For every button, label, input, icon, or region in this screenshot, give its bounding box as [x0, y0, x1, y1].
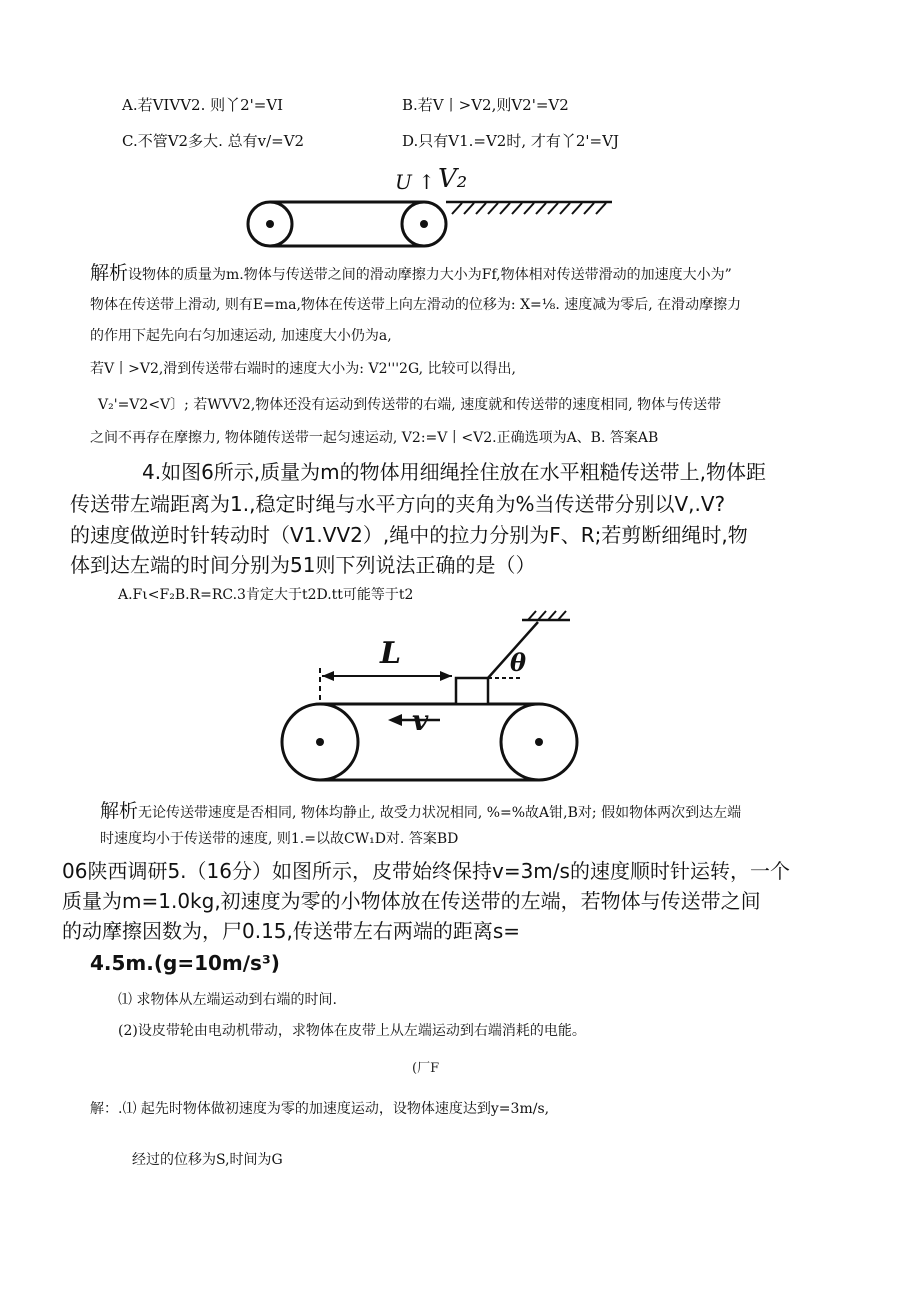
q4-solution-line-2: 时速度均小于传送带的速度, 则1.=以故CW₁D对. 答案BD: [100, 831, 459, 847]
solution-lead: 解析: [90, 262, 129, 284]
figure1-label-v2: V₂: [438, 164, 468, 194]
q3-solution-line-5: V₂'=V2<V〕; 若WVV2,物体还没有运动到传送带的右端, 速度就和传送带的速度相同, 物体与传送带: [98, 397, 722, 413]
figure1-drawing: [240, 160, 620, 260]
q5-stem-line-3: 的动摩擦因数为，尸0.15,传送带左右两端的距离s=: [62, 919, 521, 943]
conveyor-figure-1: [240, 160, 620, 260]
figure2-label-theta: θ: [510, 648, 527, 677]
q3-solution-line-2: 物体在传送带上滑动, 则有E=ma,物体在传送带上向左滑动的位移为: X=⅛. 速度减为零后, 在滑动摩擦力: [90, 297, 742, 313]
q5-stem-line-4: 4.5m.(g=10m∕s³): [90, 951, 280, 975]
q3-option-c: C.不管V2多大. 总有v/=V2: [122, 132, 305, 150]
q3-solution-line-1: [90, 258, 732, 285]
q4-stem-line-2: 传送带左端距离为1.,稳定时绳与水平方向的夹角为%当传送带分别以V,.V?: [70, 492, 726, 516]
q4-stem-line-1: 4.如图6所示,质量为m的物体用细绳拴住放在水平粗糙传送带上,物体距: [142, 460, 767, 484]
q5-subquestion-2: (2)设皮带轮由电动机带动，求物体在皮带上从左端运动到右端消耗的电能。: [118, 1023, 586, 1039]
q4-solution-line-1: [100, 796, 741, 823]
q3-solution-line-4: 若V丨>V2,滑到传送带右端时的速度大小为: V2'''2G, 比较可以得出,: [90, 361, 516, 377]
q3-option-d: D.只有V1.=V2时, 才有丫2'=VJ: [402, 132, 619, 150]
q4-stem-line-3: 的速度做逆时针转动时（V1.VV2）,绳中的拉力分别为F、R;若剪断细绳时,物: [70, 523, 748, 547]
figure2-label-l: L: [380, 636, 402, 671]
figure2-label-v: v: [412, 704, 429, 737]
solution-lead: 解析: [100, 800, 139, 822]
q5-answer-line-1: 解：.⑴ 起先时物体做初速度为零的加速度运动，设物体速度达到y=3m∕s,: [90, 1101, 550, 1117]
solution-text: 无论传送带速度是否相同, 物体均静止, 故受力状况相同, %=%故A钳,B对; 假如物体两次到达左端: [138, 805, 742, 821]
q3-option-a: A.若VIVV2. 则丫2'=VI: [122, 96, 284, 114]
q5-stem-line-1: 06陕西调研5.（16分）如图所示，皮带始终保持v=3m∕s的速度顺时针运转，一个: [62, 859, 790, 883]
q3-solution-line-6: 之间不再存在摩擦力, 物体随传送带一起匀速运动, V2:=V丨<V2.正确选项为A、B. 答案AB: [90, 430, 659, 446]
figure1-label-u: U ↑: [395, 170, 435, 194]
q5-subquestion-1: ⑴ 求物体从左端运动到右端的时间.: [118, 992, 337, 1008]
q4-stem-line-4: 体到达左端的时间分别为51则下列说法正确的是（）: [70, 553, 536, 577]
figure2-drawing: [276, 610, 596, 790]
solution-text: 设物体的质量为m.物体与传送带之间的滑动摩擦力大小为Ff,物体相对传送带滑动的加速度大小为”: [128, 267, 732, 283]
conveyor-figure-2: [276, 610, 596, 790]
q5-figure-caption: (厂F: [412, 1061, 440, 1076]
q5-answer-line-2: 经过的位移为S,时间为G: [132, 1152, 283, 1168]
q3-option-b: B.若V丨>V2,则V2'=V2: [402, 96, 569, 114]
q4-options: A.Fι<F₂B.R=RC.3肯定大于t2D.tt可能等于t2: [118, 587, 414, 603]
q5-stem-line-2: 质量为m=1.0kg,初速度为零的小物体放在传送带的左端，若物体与传送带之间: [62, 889, 761, 913]
q3-solution-line-3: 的作用下起先向右匀加速运动, 加速度大小仍为a,: [90, 328, 392, 344]
